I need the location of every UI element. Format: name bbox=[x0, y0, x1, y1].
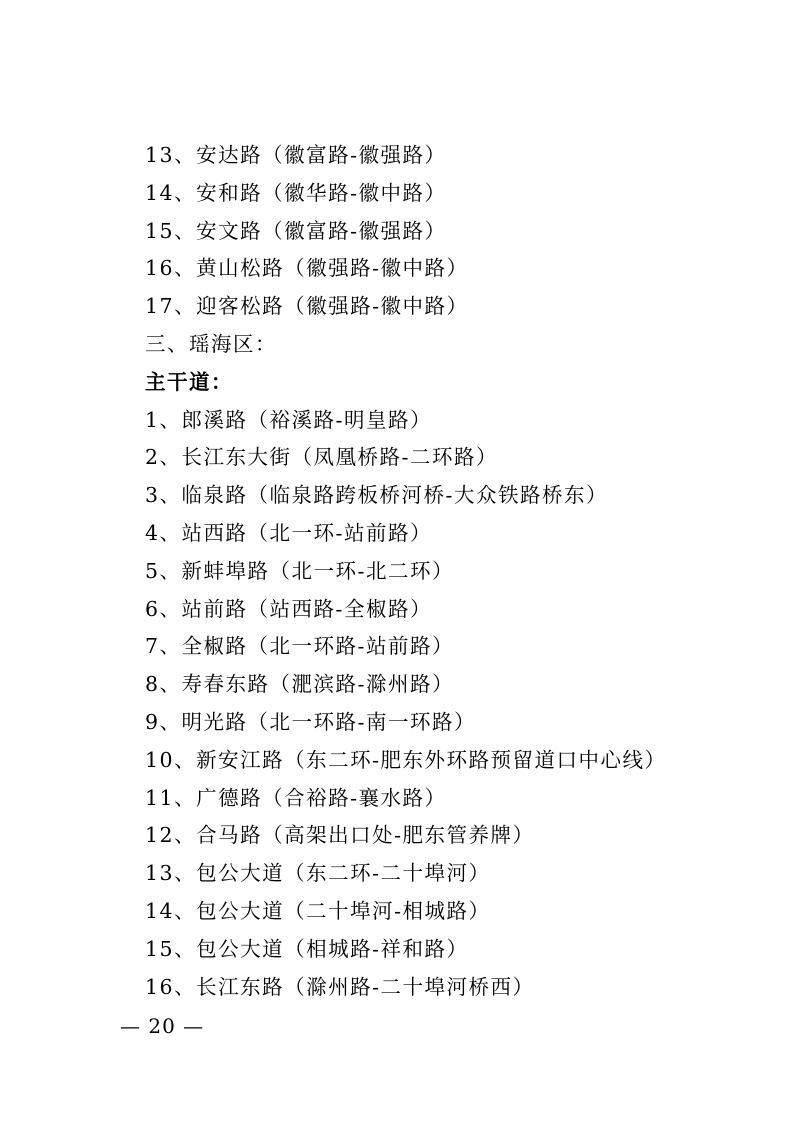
list-item: 16、长江东路（滁州路-二十埠河桥西） bbox=[145, 974, 535, 999]
list-item: 17、迎客松路（徽强路-徽中路） bbox=[145, 294, 469, 319]
subsection-heading: 主干道： bbox=[145, 369, 233, 394]
list-item: 1、郎溪路（裕溪路-明皇路） bbox=[145, 407, 432, 432]
list-item: 9、明光路（北一环路-南一环路） bbox=[145, 709, 476, 734]
list-item: 10、新安江路（东二环-肥东外环路预留道口中心线） bbox=[145, 747, 667, 772]
document-body bbox=[145, 137, 765, 1006]
list-item: 3、临泉路（临泉路跨板桥河桥-大众铁路桥东） bbox=[145, 483, 608, 508]
list-item: 2、长江东大街（凤凰桥路-二环路） bbox=[145, 445, 498, 470]
list-item: 4、站西路（北一环-站前路） bbox=[145, 520, 432, 545]
list-item: 7、全椒路（北一环路-站前路） bbox=[145, 634, 454, 659]
list-item: 8、寿春东路（淝滨路-滁州路） bbox=[145, 672, 454, 697]
list-item: 6、站前路（站西路-全椒路） bbox=[145, 596, 432, 621]
list-item: 13、包公大道（东二环-二十埠河） bbox=[145, 861, 491, 886]
list-item: 15、包公大道（相城路-祥和路） bbox=[145, 936, 469, 961]
list-item: 12、合马路（高架出口处-肥东管养牌） bbox=[145, 823, 535, 848]
page-number: — 20 — bbox=[120, 1014, 205, 1038]
list-item: 14、包公大道（二十埠河-相城路） bbox=[145, 898, 491, 923]
section-heading: 三、瑶海区： bbox=[145, 331, 277, 356]
list-item: 16、黄山松路（徽强路-徽中路） bbox=[145, 256, 469, 281]
list-item: 14、安和路（徽华路-徽中路） bbox=[145, 180, 447, 205]
list-item: 15、安文路（徽富路-徽强路） bbox=[145, 218, 447, 243]
list-item: 5、新蚌埠路（北一环-北二环） bbox=[145, 558, 454, 583]
list-item: 13、安达路（徽富路-徽强路） bbox=[145, 143, 447, 167]
list-item: 11、广德路（合裕路-襄水路） bbox=[145, 785, 447, 810]
